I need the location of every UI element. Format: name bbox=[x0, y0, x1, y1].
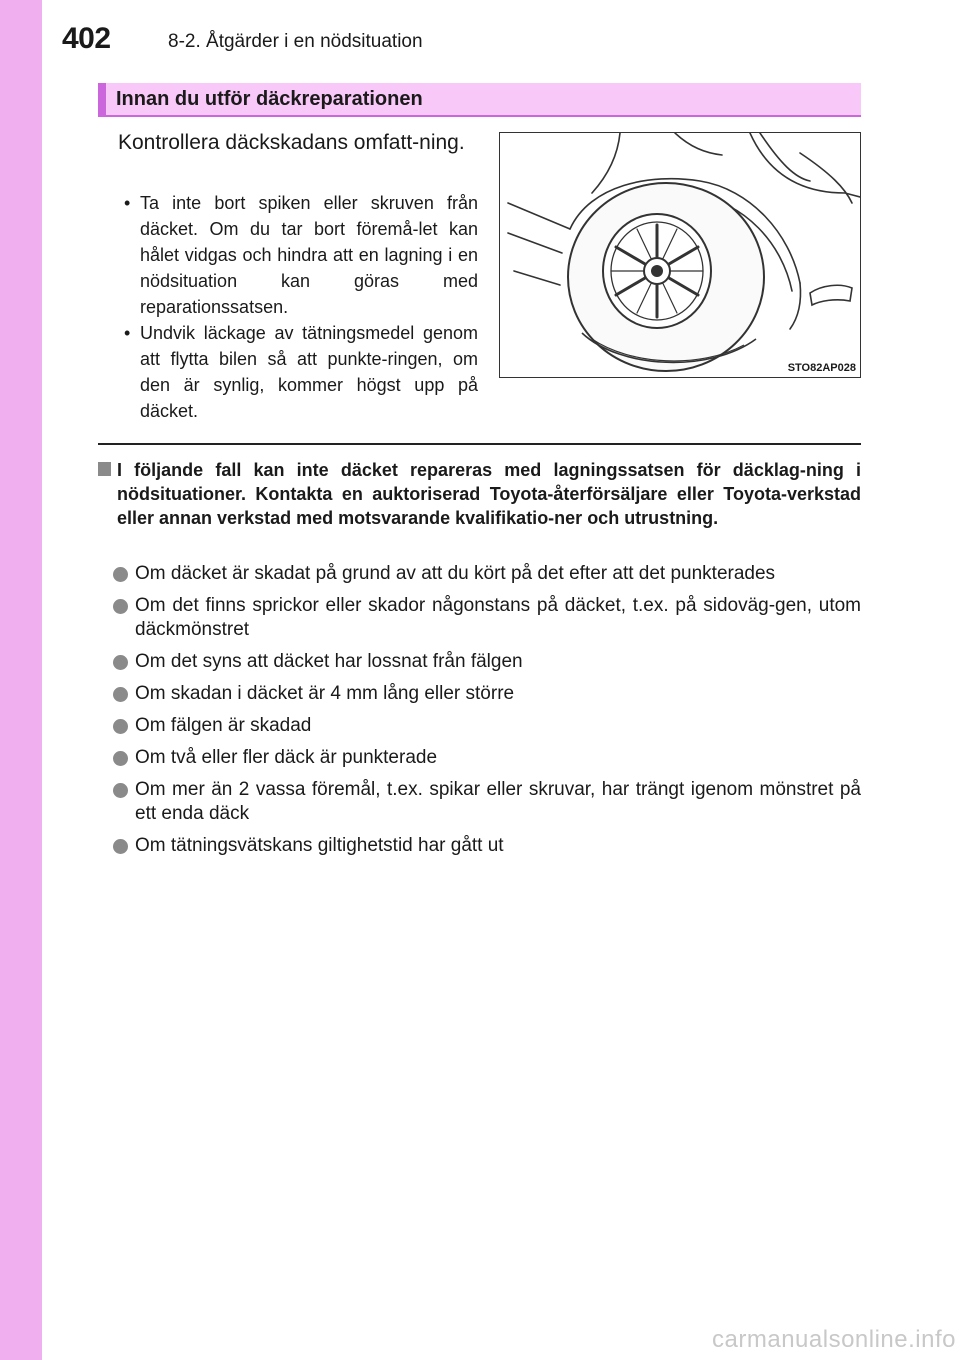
circle-bullet-icon bbox=[113, 687, 128, 702]
intro-text: Kontrollera däckskadans omfatt-ning. bbox=[118, 131, 465, 154]
circle-bullet-icon bbox=[113, 567, 128, 582]
circle-bullet-icon bbox=[113, 599, 128, 614]
page-number: 402 bbox=[62, 22, 111, 55]
list-item: Om tätningsvätskans giltighetstid har gått ut bbox=[98, 834, 861, 858]
figure-code: STO82AP028 bbox=[787, 362, 856, 374]
list-item: Om skadan i däcket är 4 mm lång eller större bbox=[98, 682, 861, 706]
bullet-item: • Ta inte bort spiken eller skruven från däcket. Om du tar bort föremå-let kan hålet vidgas och hindra att en lagning i en nödsituation kan göras med reparationssatsen. bbox=[124, 193, 478, 317]
circle-bullet-icon bbox=[113, 751, 128, 766]
circle-bullet-icon bbox=[113, 655, 128, 670]
circle-bullet-icon bbox=[113, 719, 128, 734]
circle-bullet-icon bbox=[113, 839, 128, 854]
chapter-title: 8-2. Åtgärder i en nödsituation bbox=[168, 31, 423, 52]
list-item: Om däcket är skadat på grund av att du kört på det efter att det punkterades bbox=[98, 562, 861, 586]
circle-bullet-icon bbox=[113, 783, 128, 798]
conditions-heading: I följande fall kan inte däcket repareras med lagningssatsen för däcklag-ning i nödsituationer. Kontakta en auktoriserad Toyota-återförsäljare eller Toyota-verkstad eller annan verkstad med motsvarande kvalifikatio-ner och utrustning. bbox=[98, 458, 861, 530]
square-bullet-icon bbox=[98, 462, 111, 476]
tire-illustration bbox=[499, 132, 861, 378]
bullet-item: • Undvik läckage av tätningsmedel genom att flytta bilen så att punkte-ringen, om den är synlig, kommer högst upp på däcket. bbox=[124, 323, 478, 421]
list-item: Om det finns sprickor eller skador någonstans på däcket, t.ex. på sidoväg-gen, utom däckmönstret bbox=[98, 594, 861, 642]
list-item: Om två eller fler däck är punkterade bbox=[98, 746, 861, 770]
watermark: carmanualsonline.info bbox=[712, 1326, 956, 1353]
chapter-side-strip bbox=[0, 0, 42, 1360]
conditions-list bbox=[98, 562, 861, 866]
flat-tire-drawing bbox=[500, 133, 861, 378]
bullet-list bbox=[120, 190, 478, 424]
list-item: Om fälgen är skadad bbox=[98, 714, 861, 738]
section-title: Innan du utför däckreparationen bbox=[116, 88, 423, 110]
section-divider bbox=[98, 443, 861, 445]
section-header bbox=[98, 83, 861, 117]
list-item: Om det syns att däcket har lossnat från fälgen bbox=[98, 650, 861, 674]
list-item: Om mer än 2 vassa föremål, t.ex. spikar eller skruvar, har trängt igenom mönstret på ett enda däck bbox=[98, 778, 861, 826]
